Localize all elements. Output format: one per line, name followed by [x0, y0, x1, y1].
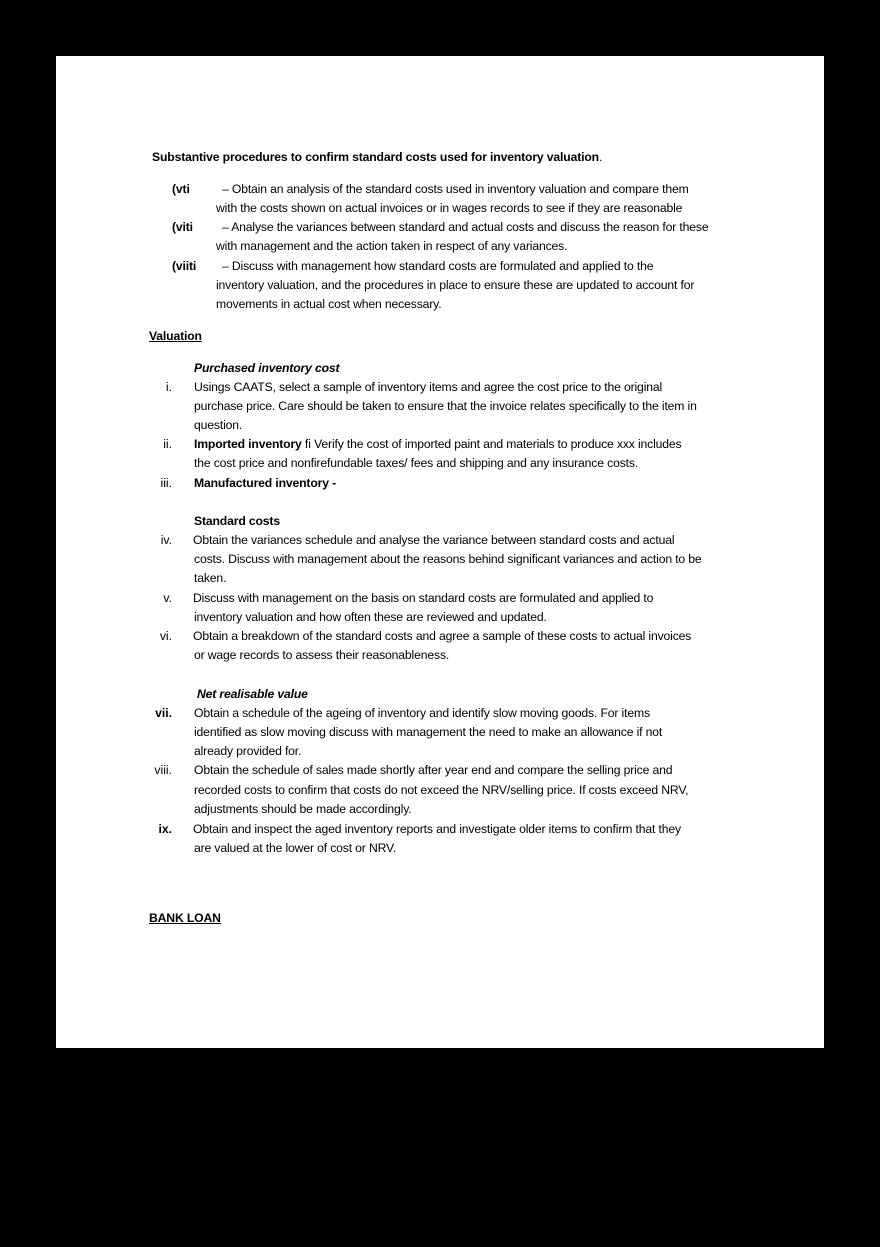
list-item-text: Usings CAATS, select a sample of inventory items and agree the cost price to the original — [194, 380, 663, 394]
list-item-text: – Obtain an analysis of the standard costs used in inventory valuation and compare them — [222, 182, 689, 196]
subheading-purchased: Purchased inventory cost — [194, 361, 340, 375]
subheading-standard: Standard costs — [194, 514, 280, 528]
list-item-text: Imported inventory ﬁ Verify the cost of imported paint and materials to produce xxx includes — [194, 437, 682, 451]
list-item-text: taken. — [194, 571, 227, 585]
list-item-text: adjustments should be made accordingly. — [194, 802, 412, 816]
list-marker: v. — [163, 591, 172, 605]
list-item-text: Obtain and inspect the aged inventory reports and investigate older items to confirm that they — [193, 822, 681, 836]
list-item-text: – Analyse the variances between standard and actual costs and discuss the reason for these — [222, 220, 709, 234]
bank-loan-heading: BANK LOAN — [149, 911, 221, 925]
list-item-text: inventory valuation and how often these are reviewed and updated. — [194, 610, 547, 624]
list-item-text: Discuss with management on the basis on standard costs are formulated and applied to — [193, 591, 654, 605]
valuation-heading: Valuation — [149, 329, 202, 343]
list-item-text: with management and the action taken in respect of any variances. — [216, 239, 568, 253]
list-item-text: purchase price. Care should be taken to ensure that the invoice relates specifically to the item in — [194, 399, 697, 413]
list-marker: viii. — [154, 763, 172, 777]
list-marker: vi. — [159, 629, 172, 643]
list-marker: i. — [165, 380, 172, 394]
list-marker: ix. — [158, 822, 172, 836]
document-page — [56, 56, 824, 1048]
list-marker: (vti — [172, 182, 190, 196]
list-item-text: Obtain the variances schedule and analyse the variance between standard costs and actual — [193, 533, 675, 547]
list-item-text: Obtain a breakdown of the standard costs and agree a sample of these costs to actual invoices — [193, 629, 692, 643]
list-item-text: Obtain the schedule of sales made shortly after year end and compare the selling price and — [194, 763, 673, 777]
list-marker: ii. — [163, 437, 172, 451]
list-item-text: the cost price and nonfirefundable taxes/ fees and shipping and any insurance costs. — [194, 456, 639, 470]
list-item-text: with the costs shown on actual invoices or in wages records to see if they are reasonable — [216, 201, 683, 215]
list-marker: (viiti — [172, 259, 197, 273]
list-item-text: inventory valuation, and the procedures in place to ensure these are updated to account for — [216, 278, 695, 292]
list-item-text: costs. Discuss with management about the reasons behind significant variances and action to be — [194, 552, 702, 566]
list-item-text: identified as slow moving discuss with management the need to make an allowance if not — [194, 725, 663, 739]
subheading-nrv: Net realisable value — [197, 687, 308, 701]
section-heading: Substantive procedures to confirm standard costs used for inventory valuation. — [152, 150, 603, 164]
list-item-text: are valued at the lower of cost or NRV. — [194, 841, 397, 855]
list-item-text: question. — [194, 418, 243, 432]
list-marker: iii. — [160, 476, 172, 490]
list-item-text: already provided for. — [194, 744, 302, 758]
list-item-text: movements in actual cost when necessary. — [216, 297, 442, 311]
list-item-text: or wage records to assess their reasonableness. — [194, 648, 450, 662]
list-marker: iv. — [160, 533, 172, 547]
list-marker: (viti — [172, 220, 193, 234]
list-item-text: Manufactured inventory - — [194, 476, 336, 490]
list-marker: vii. — [155, 706, 172, 720]
list-item-text: recorded costs to confirm that costs do not exceed the NRV/selling price. If costs exceed NRV, — [194, 783, 689, 797]
list-item-text: Obtain a schedule of the ageing of inventory and identify slow moving goods. For items — [194, 706, 650, 720]
list-item-text: – Discuss with management how standard costs are formulated and applied to the — [222, 259, 654, 273]
